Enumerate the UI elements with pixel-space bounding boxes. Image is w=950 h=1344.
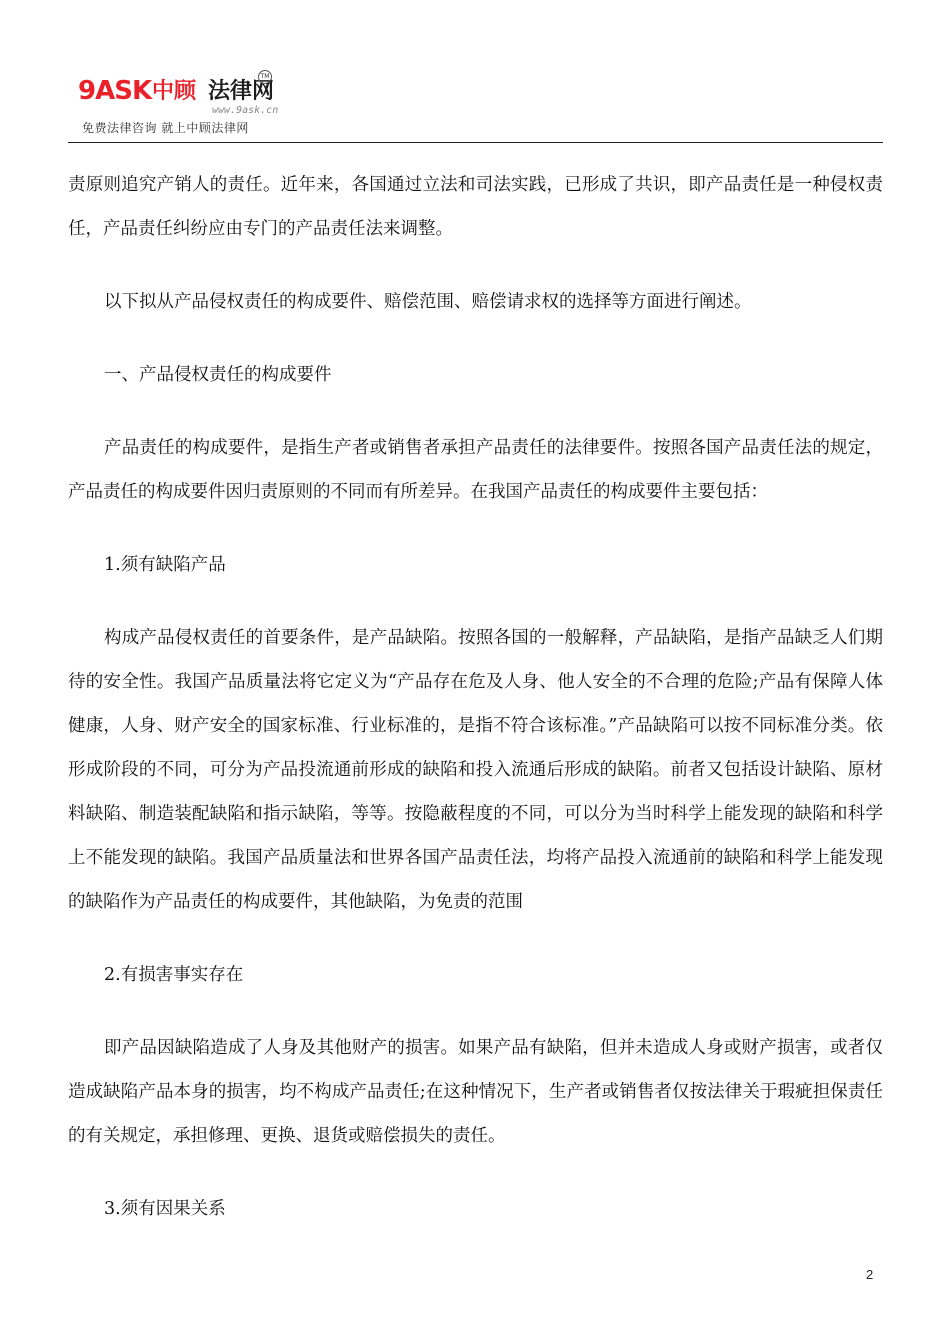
paragraph-1: 责原则追究产销人的责任。近年来，各国通过立法和司法实践，已形成了共识，即产品责任是一种侵权责任，产品责任纠纷应由专门的产品责任法来调整。: [68, 175, 883, 239]
header-divider: [68, 142, 883, 143]
paragraph-3: 产品责任的构成要件，是指生产者或销售者承担产品责任的法律要件。按照各国产品责任法的规定，产品责任的构成要件因归责原则的不同而有所差异。在我国产品责任的构成要件主要包括：: [68, 438, 883, 502]
document-body: [68, 163, 883, 1260]
paragraph-4: 构成产品侵权责任的首要条件，是产品缺陷。按照各国的一般解释，产品缺陷，是指产品缺乏人们期待的安全性。我国产品质量法将它定义为“产品存在危及人身、他人安全的不合理的危险;产品有保障人体健康，人身、财产安全的国家标准、行业标准的，是指不符合该标准。”产品缺陷可以按不同标准分类。依形成阶段的不同，可分为产品投流通前形成的缺陷和投入流通后形成的缺陷。前者又包括设计缺陷、原材料缺陷、制造装配缺陷和指示缺陷，等等。按隐蔽程度的不同，可以分为当时科学上能发现的缺陷和科学上不能发现的缺陷。我国产品质量法和世界各国产品责任法，均将产品投入流通前的缺陷和科学上能发现的缺陷作为产品责任的构成要件，其他缺陷，为免责的范围: [68, 628, 883, 912]
page-number: 2: [866, 1267, 874, 1282]
logo-slogan: 免费法律咨询 就上中顾法律网: [82, 121, 249, 135]
paragraph-5: 即产品因缺陷造成了人身及其他财产的损害。如果产品有缺陷，但并未造成人身或财产损害，或者仅造成缺陷产品本身的损害，均不构成产品责任;在这种情况下，生产者或销售者仅按法律关于瑕疵担保责任的有关规定，承担修理、更换、退货或赔偿损失的责任。: [68, 1038, 883, 1146]
subheading-2: 2.有损害事实存在: [104, 965, 244, 985]
logo-url: www.9ask.cn: [212, 105, 279, 116]
site-logo[interactable]: [68, 70, 328, 140]
logo-mark: 9ASK: [78, 76, 152, 106]
logo-brand-suffix: 法律网: [208, 79, 275, 104]
subheading-3: 3.须有因果关系: [104, 1199, 226, 1219]
logo-brand-name: 中顾: [152, 79, 197, 104]
trademark-icon: TM: [258, 70, 272, 84]
subheading-1: 1.须有缺陷产品: [104, 555, 226, 575]
paragraph-2: 以下拟从产品侵权责任的构成要件、赔偿范围、赔偿请求权的选择等方面进行阐述。: [104, 292, 752, 312]
section-heading-1: 一、产品侵权责任的构成要件: [104, 365, 332, 385]
page-header: [68, 70, 883, 144]
